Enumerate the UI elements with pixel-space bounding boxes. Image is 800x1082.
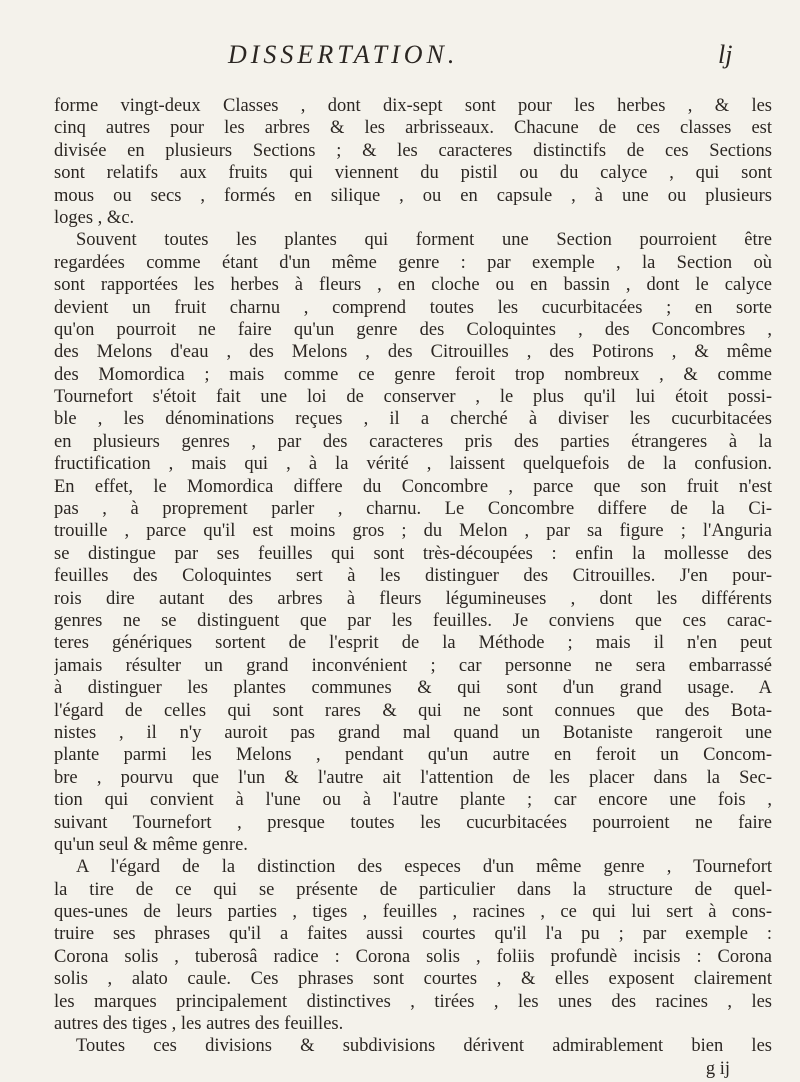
text-line: mous ou secs , formés en silique , ou en capsule , à une ou plusieurs [54,185,772,206]
text-line: l'égard de celles qui sont rares & qui ne sont connues que des Bota- [54,700,772,721]
text-line: sont relatifs aux fruits qui viennent du pistil ou du calyce , qui sont [54,163,772,184]
text-line: plante parmi les Melons , pendant qu'un autre en feroit un Concom- [54,745,772,766]
text-line: les marques principalement distinctives , tirées , les unes des racines , les [54,991,772,1012]
text-line: qu'un seul & même genre. [54,834,248,855]
text-line: sont rapportées les herbes à fleurs , en cloche ou en bassin , dont le calyce [54,275,772,296]
text-line: feuilles des Coloquintes sert à les distinguer des Citrouilles. J'en pour- [54,566,772,587]
signature-mark: g ij [705,1058,730,1079]
text-line: genres ne se distinguent que par les feuilles. Je conviens que ces carac- [54,610,772,631]
text-line: teres génériques sortent de l'esprit de la Méthode ; mais il n'en peut [54,633,772,654]
text-line: pas , à proprement parler , charnu. Le Concombre differe de la Ci- [54,499,772,520]
text-line: fructification , mais qui , à la vérité , laissent quelquefois de la confusion. [54,454,772,475]
text-line: la tire de ce qui se présente de particulier dans la structure de quel- [54,879,772,900]
text-line: des Momordica ; mais comme ce genre feroit trop nombreux , & comme [54,364,772,385]
text-line: rois dire autant des arbres à fleurs légumineuses , dont les différents [54,588,772,609]
text-line: loges , &c. [54,207,135,228]
text-line: Tournefort s'étoit fait une loi de conserver , le plus qu'il lui étoit possi- [54,387,772,408]
text-line: En effet, le Momordica differe du Concombre , parce que son fruit n'est [54,476,772,497]
text-line: Souvent toutes les plantes qui forment une Section pourroient être [76,230,772,251]
text-line: cinq autres pour les arbres & les arbrisseaux. Chacune de ces classes est [54,118,772,139]
text-line: forme vingt-deux Classes , dont dix-sept sont pour les herbes , & les [54,96,772,116]
text-line: Corona solis , tuberosâ radice : Corona solis , foliis profundè incisis : Corona [54,946,772,967]
text-line: ble , les dénominations reçues , il a cherché à diviser les cucurbitacées [54,409,772,430]
text-line: qu'on pourroit ne faire qu'un genre des Coloquintes , des Concombres , [54,319,772,340]
text-line: solis , alato caule. Ces phrases sont courtes , & elles exposent clairement [54,969,772,990]
page-number: lj [718,40,733,69]
text-line: des Melons d'eau , des Melons , des Citrouilles , des Potirons , & même [54,342,772,363]
text-line: Toutes ces divisions & subdivisions dérivent admirablement bien les [76,1036,772,1057]
text-line: se distingue par ses feuilles qui sont très-découpées : enfin la mollesse des [54,543,772,564]
text-line: tion qui convient à l'une ou à l'autre plante ; car encore une fois , [54,790,772,811]
text-line: A l'égard de la distinction des especes d'un même genre , Tournefort [76,857,772,878]
text-line: à distinguer les plantes communes & qui sont d'un grand usage. A [54,678,772,699]
text-line: devient un fruit charnu , comprend toutes les cucurbitacées ; en sorte [54,297,772,318]
text-line: jamais résulter un grand inconvénient ; car personne ne sera embarrassé [54,655,772,676]
text-line: nistes , il n'y auroit pas grand mal quand un Botaniste rangeroit une [54,722,772,743]
text-line: truire ses phrases qu'il a faites aussi courtes qu'il l'a pu ; par exemple : [54,924,772,945]
text-line: trouille , parce qu'il est moins gros ; du Melon , par sa figure ; l'Anguria [54,521,772,542]
text-line: bre , pourvu que l'un & l'autre ait l'attention de les placer dans la Sec- [54,767,772,788]
text-line: en plusieurs genres , par des caracteres pris des parties étrangeres à la [54,431,772,452]
body-text [54,95,772,1080]
text-line: ques-unes de leurs parties , tiges , feuilles , racines , ce qui lui sert à cons- [54,902,772,923]
text-line: suivant Tournefort , presque toutes les cucurbitacées pourroient ne faire [54,812,772,833]
running-title: DISSERTATION. [228,40,459,69]
text-line: autres des tiges , les autres des feuilles. [54,1014,344,1035]
text-line: divisée en plusieurs Sections ; & les caracteres distinctifs de ces Sections [54,140,772,161]
text-line: regardées comme étant d'un même genre : par exemple , la Section où [54,252,772,273]
